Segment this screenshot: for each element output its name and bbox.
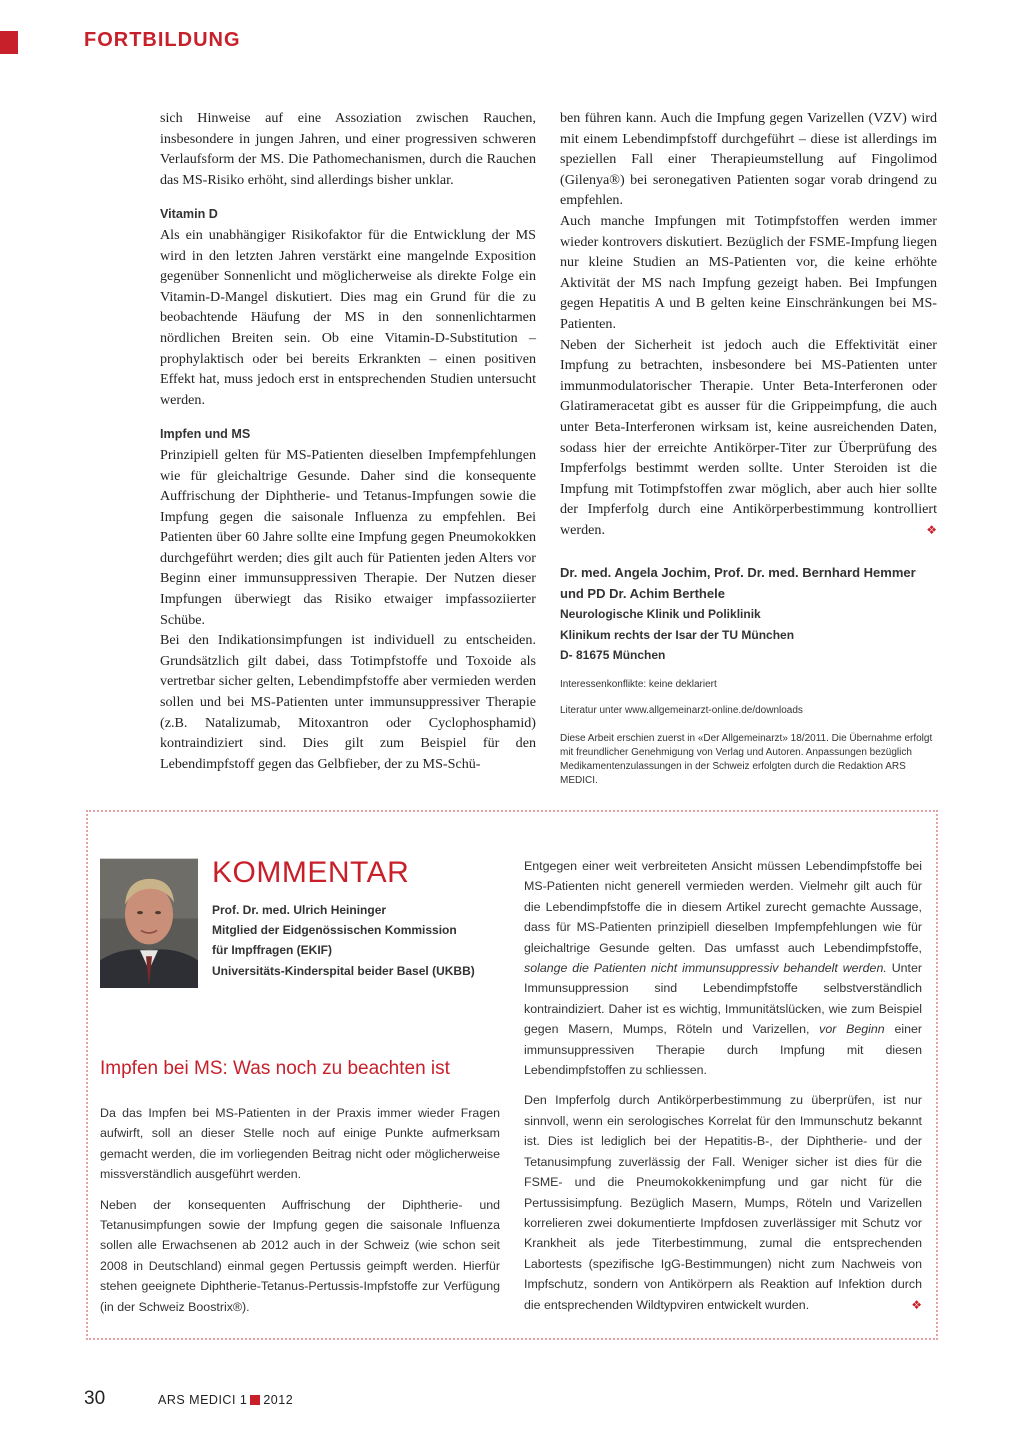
commentator-name: Prof. Dr. med. Ulrich Heininger	[212, 903, 387, 917]
commentator-portrait	[100, 858, 198, 988]
square-separator-icon	[250, 1395, 260, 1405]
commentator-role: für Impffragen (EKIF)	[212, 943, 332, 958]
commentator-info	[212, 900, 492, 981]
journal-year: 2012	[263, 1393, 294, 1407]
page-number: 30	[84, 1388, 106, 1409]
paragraph: ben führen kann. Auch die Impfung gegen Varizellen (VZV) wird mit einem Lebendimpfstoff durchgeführt – diese ist allerdings im speziellen Fall einer Therapieumstellung auf Fingolimod (Gilenya®) bei seronegativen Patienten sogar vorab dringend zu empfehlen.	[560, 110, 937, 209]
comment-paragraph: Da das Impfen bei MS-Patienten in der Praxis immer wieder Fragen aufwirft, soll an dieser Stelle noch auf einige Punkte aufmerksam gemacht werden, die im vorliegenden Beitrag nicht oder möglicherweise missverständlich ausgeführt werden.	[100, 1106, 500, 1182]
conflict-of-interest: Interessenkonflikte: keine deklariert	[560, 678, 717, 690]
paragraph: Prinzipiell gelten für MS-Patienten dieselben Impfempfehlungen wie für gleichaltrige Gesunde. Daher sind die konsequente Auffrischung der Diphtherie- und Tetanus-Impfungen sowie die Impfung gegen die saisonale Influenza zu empfehlen. Bei Patienten über 60 Jahre sollte eine Impfung gegen Pneumokokken durchgeführt werden; dies gilt auch für Patienten jeden Alters vor Beginn einer immunsuppressiven Therapie. Der Nutzen dieser Impfungen überwiegt das Risiko etwaiger impfassoziierter Schübe.	[160, 446, 536, 628]
comment-heading: Impfen bei MS: Was noch zu beachten ist	[100, 1058, 450, 1079]
comment-label: KOMMENTAR	[212, 856, 410, 889]
text-run: einer immunsuppressiven Therapie durch Impfung mit diesen Lebendimpfstoffen zu schliessen.	[524, 1022, 922, 1078]
commentator-role: Mitglied der Eidgenössischen Kommission	[212, 923, 457, 938]
author-block	[560, 563, 940, 788]
subheading-vitamin-d: Vitamin D	[160, 207, 218, 222]
end-mark-icon: ❖	[926, 522, 937, 537]
emphasis-run: vor Beginn	[819, 1022, 885, 1037]
paragraph-text: Neben der Sicherheit ist jedoch auch die Effektivität einer Impfung zu betrachten, insbesondere bei MS-Patienten unter immunmodulatorischer Therapie. Unter Beta-Interferonen oder Glatirameracetat gibt es ausser für die Grippeimpfung, die auch unter Beta-Interferonen wirksam ist, keine ausreichenden Daten, sodass hier der erreichte Antikörper-Titer zur Überprüfung des Impferfolgs bestimmt werden sollte. Unter Steroiden ist die Impfung mit Totimpfstoffen zwar möglich, aber auch hier sollte der Impferfolg durch eine Antikörperbestimmung kontrolliert werden.	[560, 336, 937, 538]
comment-paragraph: Neben der konsequenten Auffrischung der Diphtherie- und Tetanusimpfungen sowie der Impfung gegen die saisonale Influenza sollen alle Erwachsenen ab 2012 auch in der Schweiz (wie schon seit 2008 in Deutschland) einmal gegen Pertussis geimpft werden. Hierfür stehen geeignete Diphtherie-Tetanus-Pertussis-Impfstoffe zur Verfügung (in der Schweiz Boostrix®).	[100, 1197, 500, 1314]
author-affiliation: D- 81675 München	[560, 648, 666, 662]
section-title: FORTBILDUNG	[84, 29, 241, 51]
paragraph: Bei den Indikationsimpfungen ist individuell zu entscheiden. Grundsätzlich gilt dabei, dass Totimpfstoffe und Toxoide als vertretbar sicher gelten, Lebendimpfstoffe aber vermieden werden sollen und bei MS-Patienten unter immunsuppressiver Therapie (z.B. Natalizumab, Mitoxantron oder Cyclophosphamid) kontraindiziert sind. Dies gilt zum Beispiel für den Lebendimpfstoff gegen das Gelbfieber, der zu MS-Schü-	[160, 632, 536, 772]
emphasis-run: solange die Patienten nicht immunsuppressiv behandelt werden.	[524, 961, 887, 976]
publication-note: Diese Arbeit erschien zuerst in «Der Allgemeinarzt» 18/2011. Die Übernahme erfolgt mit freundlicher Genehmigung von Verlag und Autoren. Anpassungen bezüglich Medikamentenzulassungen in der Schweiz erfolgten durch die Redaktion ARS MEDICI.	[560, 732, 933, 786]
comment-left-column	[100, 1103, 500, 1317]
section-color-bar	[0, 31, 18, 54]
text-run: Unter Immunsuppression sind Lebendimpfstoffe selbstverständlich kontraindiziert. Daher ist es wichtig, Immunitätslücken, wie zum Beispiel gegen Masern, Mumps, Röteln und Varizellen,	[524, 961, 922, 1037]
literature-note: Literatur unter www.allgemeinarzt-online.de/downloads	[560, 704, 803, 716]
paragraph: Auch manche Impfungen mit Totimpfstoffen werden immer wieder kontrovers diskutiert. Bezüglich der FSME-Impfung liegen nur kleine Studien an MS-Patienten vor, die keine erhöhte Aktivität der MS nach Impfung gezeigt haben. Bei Impfungen gegen Hepatitis A und B gelten keine Einschränkungen bei MS-Patienten.	[560, 212, 937, 332]
left-column	[160, 108, 536, 774]
right-column	[560, 108, 937, 540]
author-affiliation: Neurologische Klinik und Poliklinik	[560, 607, 761, 621]
comment-paragraph	[524, 856, 922, 1080]
paragraph: Als ein unabhängiger Risikofaktor für die Entwicklung der MS wird in den letzten Jahren verstärkt eine mangelnde Exposition gegenüber Sonnenlicht und möglicherweise als direkte Folge ein Vitamin-D-Mangel diskutiert. Dies mag ein Grund für die zu beobachtende Häufung der MS in den sonnenlichtarmen nördlichen Breiten sein. Ob eine Vitamin-D-Substitution – prophylaktisch oder bei bereits Erkrankten – einen positiven Effekt hat, muss jedoch erst in entsprechenden Studien untersucht werden.	[160, 226, 536, 408]
comment-right-column	[524, 856, 922, 1315]
text-run: Entgegen einer weit verbreiteten Ansicht müssen Lebendimpfstoffe bei MS-Patienten nicht generell vermieden werden. Vielmehr gilt auch für die Lebendimpfstoffe die in diesem Artikel zurecht gemachte Aussage, dass für MS-Patienten prinzipiell dieselben Impfempfehlungen wie für gleichaltrige Gesunde gelten. Das umfasst auch Lebendimpfstoffe,	[524, 859, 922, 955]
author-names: Dr. med. Angela Jochim, Prof. Dr. med. Bernhard Hemmer und PD Dr. Achim Berthele	[560, 565, 916, 601]
subheading-impfen-und-ms: Impfen und MS	[160, 427, 251, 442]
commentator-institution: Universitäts-Kinderspital beider Basel (UKBB)	[212, 963, 475, 978]
author-affiliation: Klinikum rechts der Isar der TU München	[560, 627, 795, 642]
paragraph	[560, 335, 937, 541]
journal-name: ARS MEDICI 1	[158, 1393, 248, 1407]
text-run: Den Impferfolg durch Antikörperbestimmung zu überprüfen, ist nur sinnvoll, wenn ein serologisches Korrelat für den Immunschutz bekannt ist. Dies ist lediglich bei der Hepatitis-B-, der Diphtherie- und der Tetanusimpfung zuverlässig der Fall. Weniger sicher ist dies für die FSME- und die Pneumokokkenimpfung und gar nicht für die Pertussisimpfung. Bezüglich Masern, Mumps, Röteln und Varizellen korrelieren zwei dokumentierte Impfdosen zuverlässiger mit Schutz vor Krankheit als jede Titerbestimmung, zumal die entsprechenden Labortests (spezifische IgG-Bestimmungen) nicht zum Nachweis von Impfschutz, sondern von Antikörpern als Reaktion auf Infektion durch die entsprechenden Wildtypviren entwickelt wurden.	[524, 1093, 922, 1312]
journal-footer	[158, 1393, 293, 1407]
comment-paragraph	[524, 1090, 922, 1314]
paragraph: sich Hinweise auf eine Assoziation zwischen Rauchen, insbesondere in jungen Jahren, und einer progressiven schweren Verlaufsform der MS. Die Pathomechanismen, durch die Rauchen das MS-Risiko erhöht, sind allerdings bisher unklar.	[160, 110, 536, 188]
end-mark-icon: ❖	[911, 1297, 922, 1312]
